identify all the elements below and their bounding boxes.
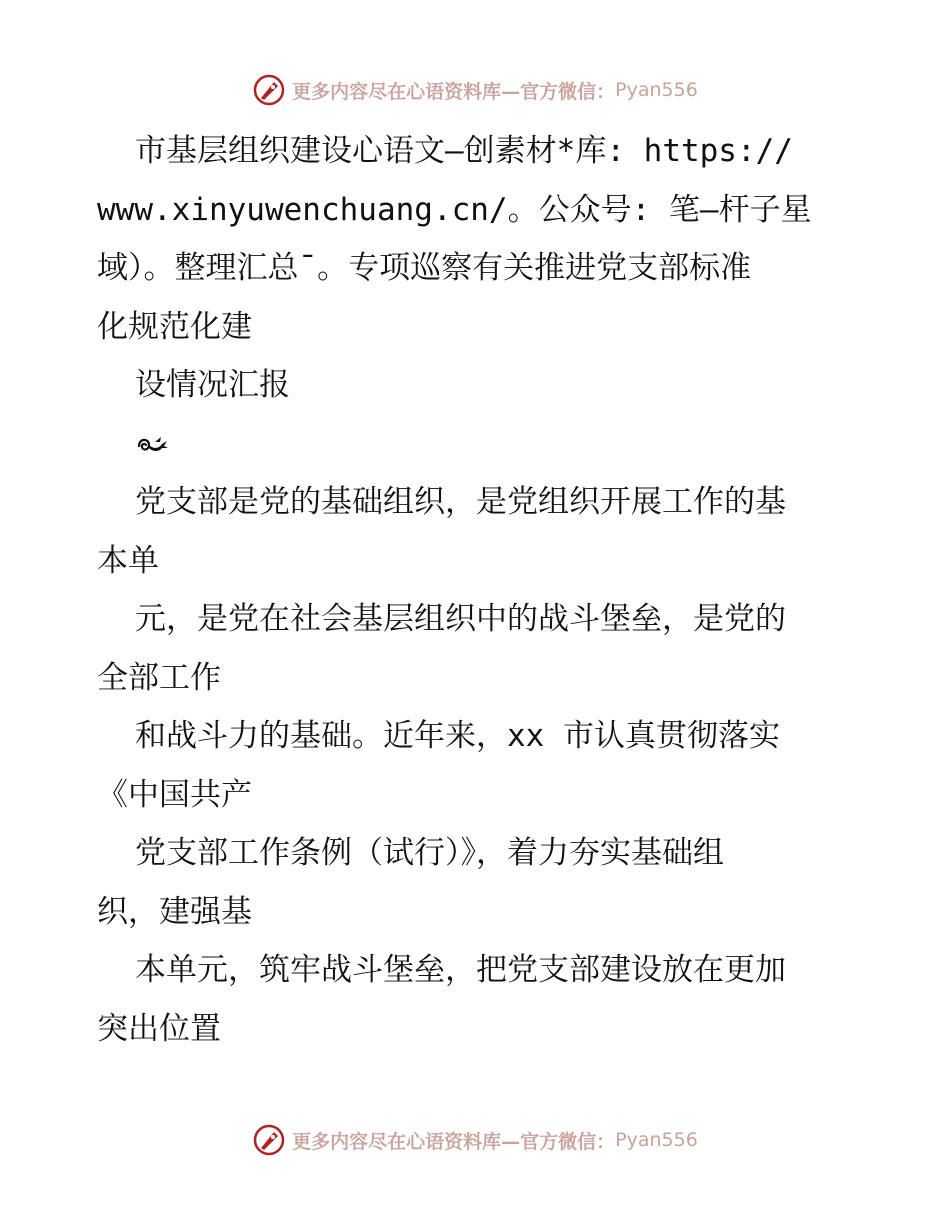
body-line: 域）。整理汇总¯。专项巡察有关推进党支部标准 <box>97 250 752 286</box>
header-watermark-banner <box>0 70 950 110</box>
ornament-row <box>97 415 857 474</box>
pen-nib-icon <box>252 73 286 107</box>
body-line: 市基层组织建设心语文—创素材*库: https:// <box>135 133 793 169</box>
body-line: 党支部是党的基础组织，是党组织开展工作的基 <box>135 484 786 520</box>
body-line: 全部工作 <box>97 659 221 696</box>
body-line: 和战斗力的基础。近年来，xx 市认真贯彻落实 <box>135 718 780 754</box>
body-line: 《中国共产 <box>97 776 252 813</box>
banner-wechat-id: Pyan556 <box>615 1129 698 1151</box>
document-body <box>97 122 857 1058</box>
body-line: 元，是党在社会基层组织中的战斗堡垒，是党的 <box>135 601 786 637</box>
footer-watermark-banner <box>0 1120 950 1160</box>
body-line: 化规范化建 <box>97 308 252 345</box>
body-line: 党支部工作条例（试行）》，着力夯实基础组 <box>135 835 724 871</box>
banner-wechat-id: Pyan556 <box>615 79 698 101</box>
body-line: 设情况汇报 <box>135 367 290 403</box>
body-line: 本单 <box>97 542 159 579</box>
banner-text: 更多内容尽在心语资料库—官方微信： <box>292 80 616 103</box>
pen-nib-icon <box>252 1123 286 1157</box>
body-line: 本单元，筑牢战斗堡垒，把党支部建设放在更加 <box>135 952 786 988</box>
body-line: 织，建强基 <box>97 893 252 930</box>
body-line: www.xinyuwenchuang.cn/。公众号: 笔—杆子星 <box>97 191 812 228</box>
banner-text: 更多内容尽在心语资料库—官方微信： <box>292 1130 616 1153</box>
fleuron-ornament-icon <box>135 432 171 456</box>
body-line: 突出位置 <box>97 1010 221 1047</box>
